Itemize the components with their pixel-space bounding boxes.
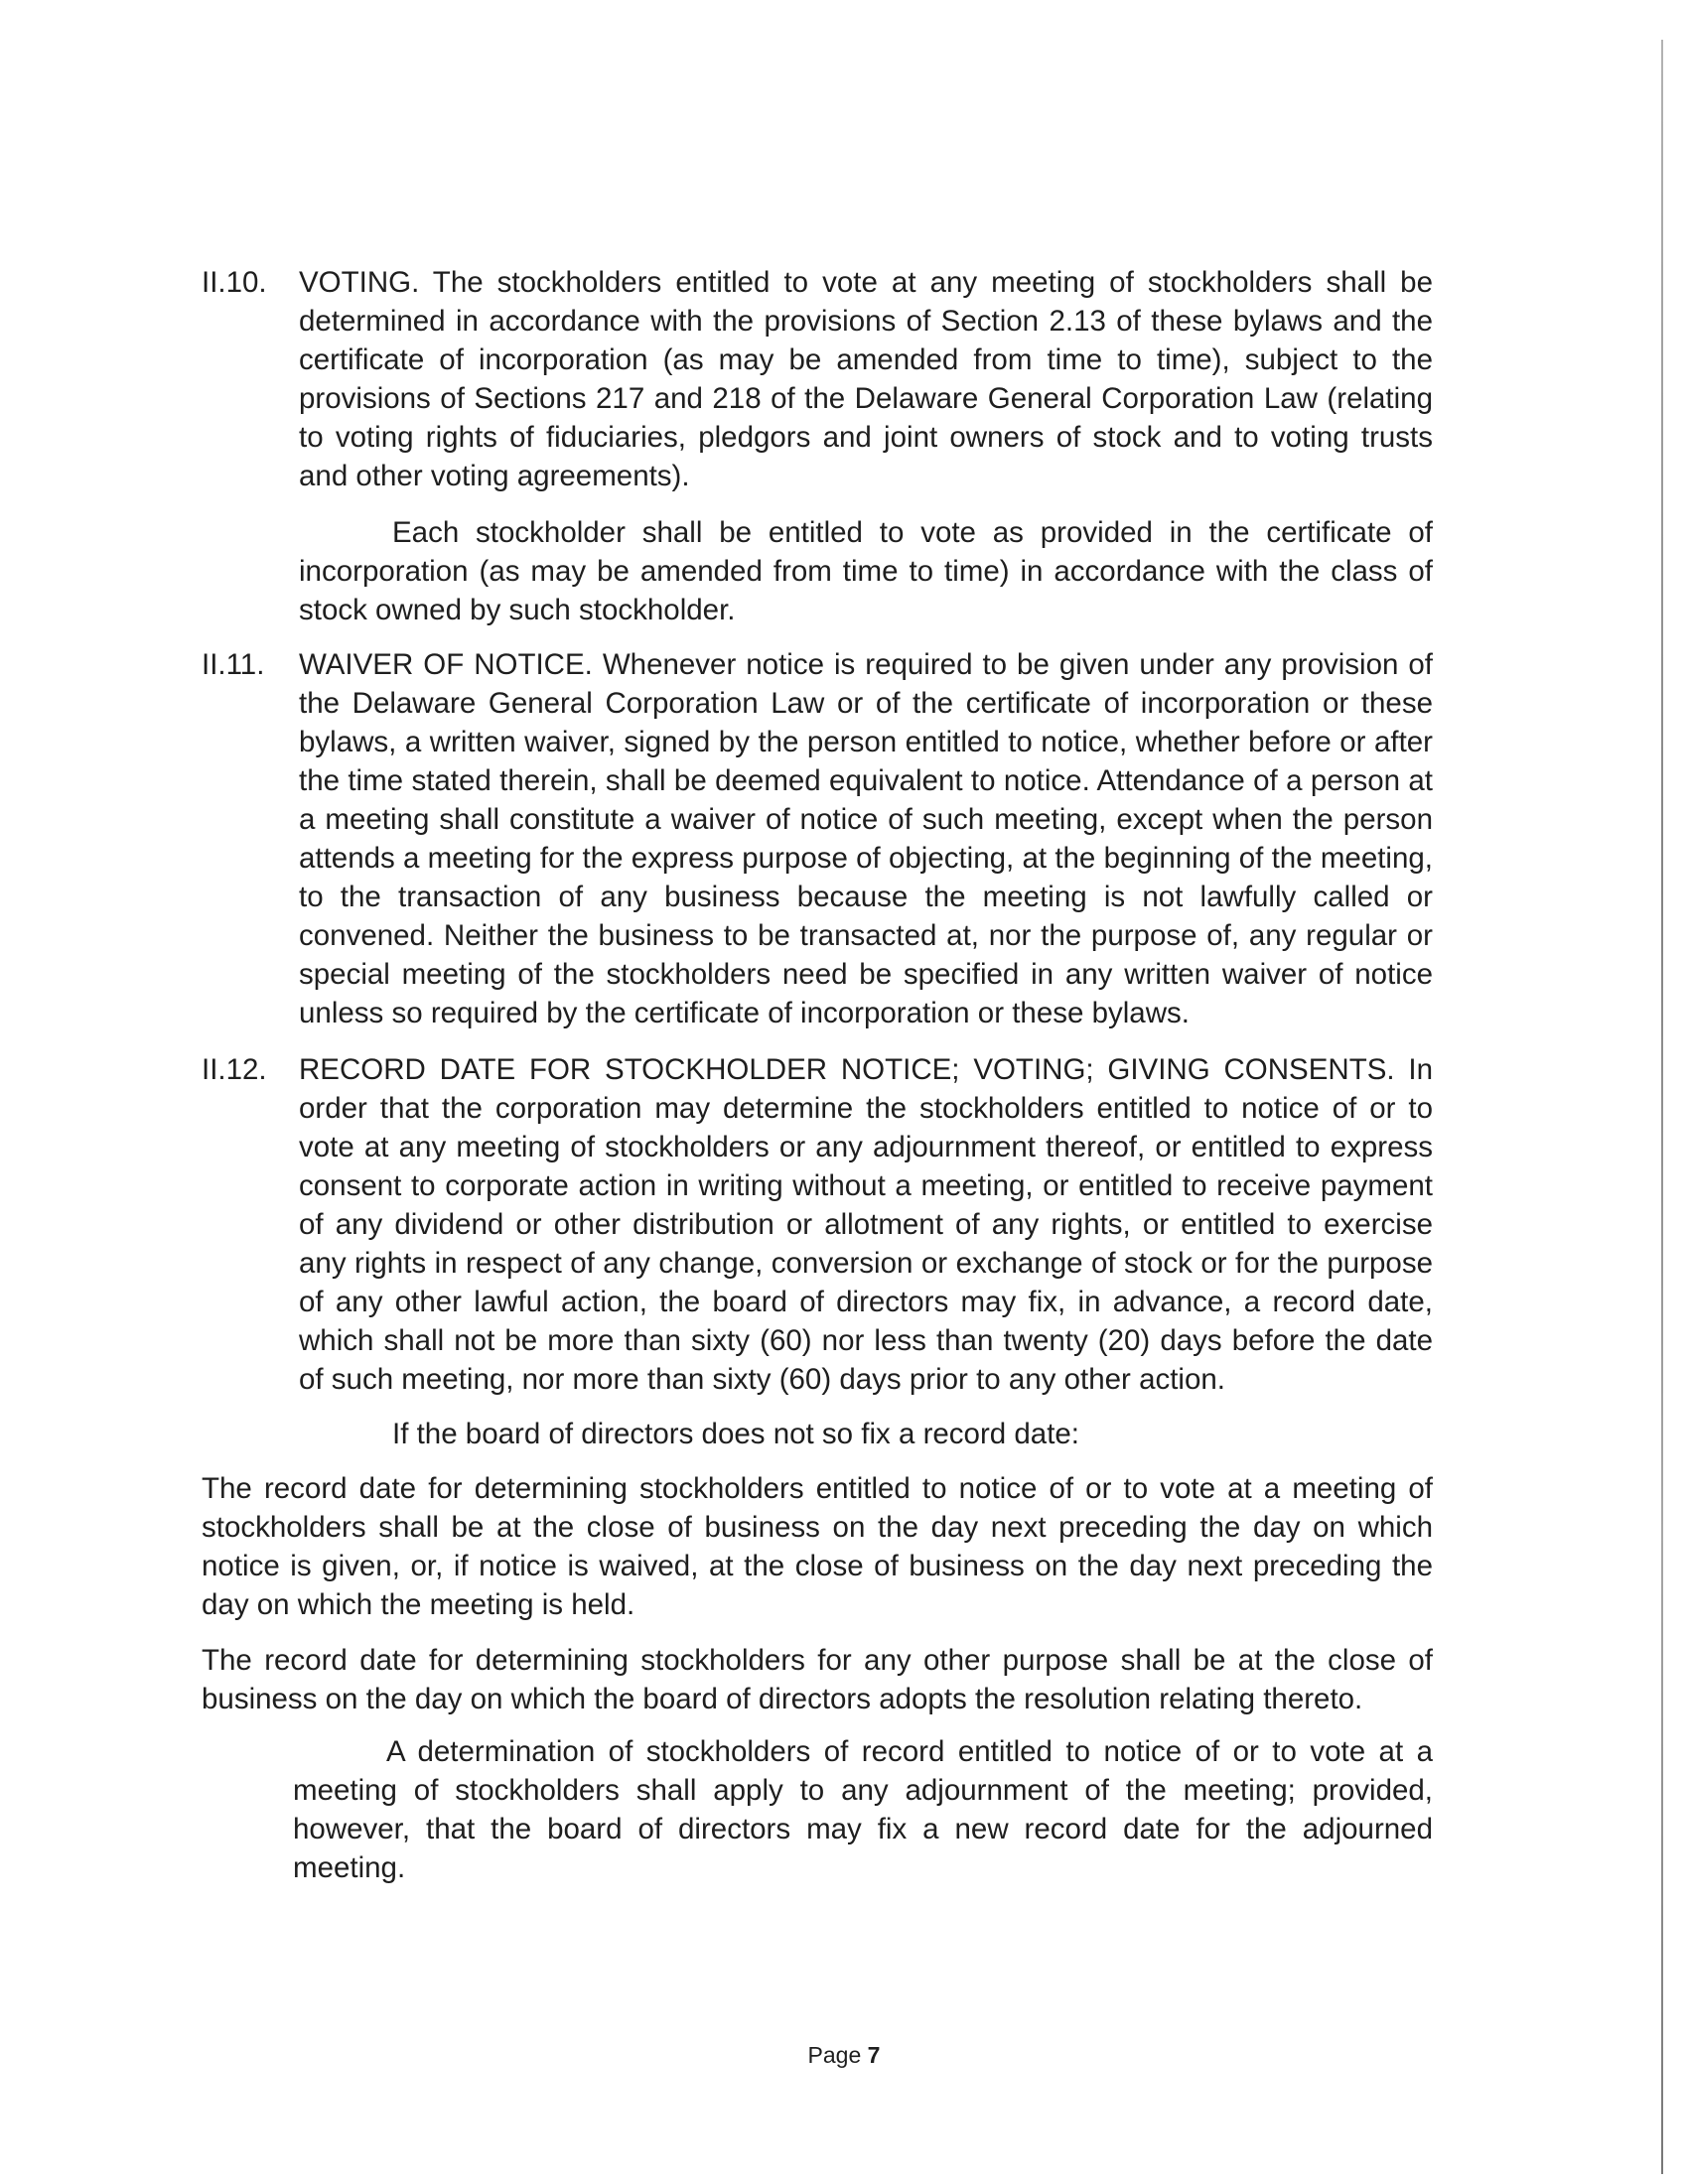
page-number: 7: [867, 2042, 881, 2068]
section-number: II.11.: [202, 648, 265, 681]
page-footer: [0, 2040, 1688, 2070]
section-text: WAIVER OF NOTICE. Whenever notice is required to be given under any provision of the Delaware General Corporation Law or of the certificate of incorporation or these bylaws, a written waiver, signed by the person entitled to notice, whether before or after the time stated therein, shall be deemed equivalent to notice. Attendance of a person at a meeting shall constitute a waiver of notice of such meeting, except when the person attends a meeting for the express purpose of objecting, at the beginning of the meeting, to the transaction of any business because the meeting is not lawfully called or convened. Neither the business to be transacted at, nor the purpose of, any regular or special meeting of the stockholders need be specified in any written waiver of notice unless so required by the certificate of incorporation or these bylaws.: [299, 648, 1433, 1029]
record-date-paragraph-a: The record date for determining stockholders entitled to notice of or to vote at a meeting of stockholders shall be at the close of business on the day next preceding the day on which notice is given, or, if notice is waived, at the close of business on the day next preceding the day on which the meeting is held.: [202, 1472, 1433, 1621]
record-date-paragraph-c: A determination of stockholders of record entitled to notice of or to vote at a meeting of stockholders shall apply to any adjournment of the meeting; provided, however, that the board of directors may fix a new record date for the adjourned meeting.: [293, 1735, 1433, 1884]
voting-paragraph-2: Each stockholder shall be entitled to vote as provided in the certificate of incorporation (as may be amended from time to time) in accordance with the class of stock owned by such stockholder.: [299, 516, 1433, 626]
record-date-paragraph-b: The record date for determining stockholders for any other purpose shall be at the close of business on the day on which the board of directors adopts the resolution relating thereto.: [202, 1644, 1433, 1715]
section-voting: [202, 263, 1433, 495]
section-number: II.12.: [202, 1053, 267, 1086]
section-number: II.10.: [202, 266, 267, 299]
record-date-intro: If the board of directors does not so fix a record date:: [392, 1418, 1079, 1450]
page-label: Page: [807, 2042, 868, 2068]
section-text: VOTING. The stockholders entitled to vote at any meeting of stockholders shall be determined in accordance with the provisions of Section 2.13 of these bylaws and the certificate of incorporation (as may be amended from time to time), subject to the provisions of Sections 217 and 218 of the Delaware General Corporation Law (relating to voting rights of fiduciaries, pledgors and joint owners of stock and to voting trusts and other voting agreements).: [299, 266, 1433, 492]
section-record-date: [202, 1050, 1433, 1399]
scan-edge-line: [1661, 40, 1663, 2174]
section-waiver-of-notice: [202, 645, 1433, 1032]
section-text: RECORD DATE FOR STOCKHOLDER NOTICE; VOTING; GIVING CONSENTS. In order that the corporation may determine the stockholders entitled to notice of or to vote at any meeting of stockholders or any adjournment thereof, or entitled to express consent to corporate action in writing without a meeting, or entitled to receive payment of any dividend or other distribution or allotment of any rights, or entitled to exercise any rights in respect of any change, conversion or exchange of stock or for the purpose of any other lawful action, the board of directors may fix, in advance, a record date, which shall not be more than sixty (60) nor less than twenty (20) days before the date of such meeting, nor more than sixty (60) days prior to any other action.: [299, 1053, 1433, 1396]
